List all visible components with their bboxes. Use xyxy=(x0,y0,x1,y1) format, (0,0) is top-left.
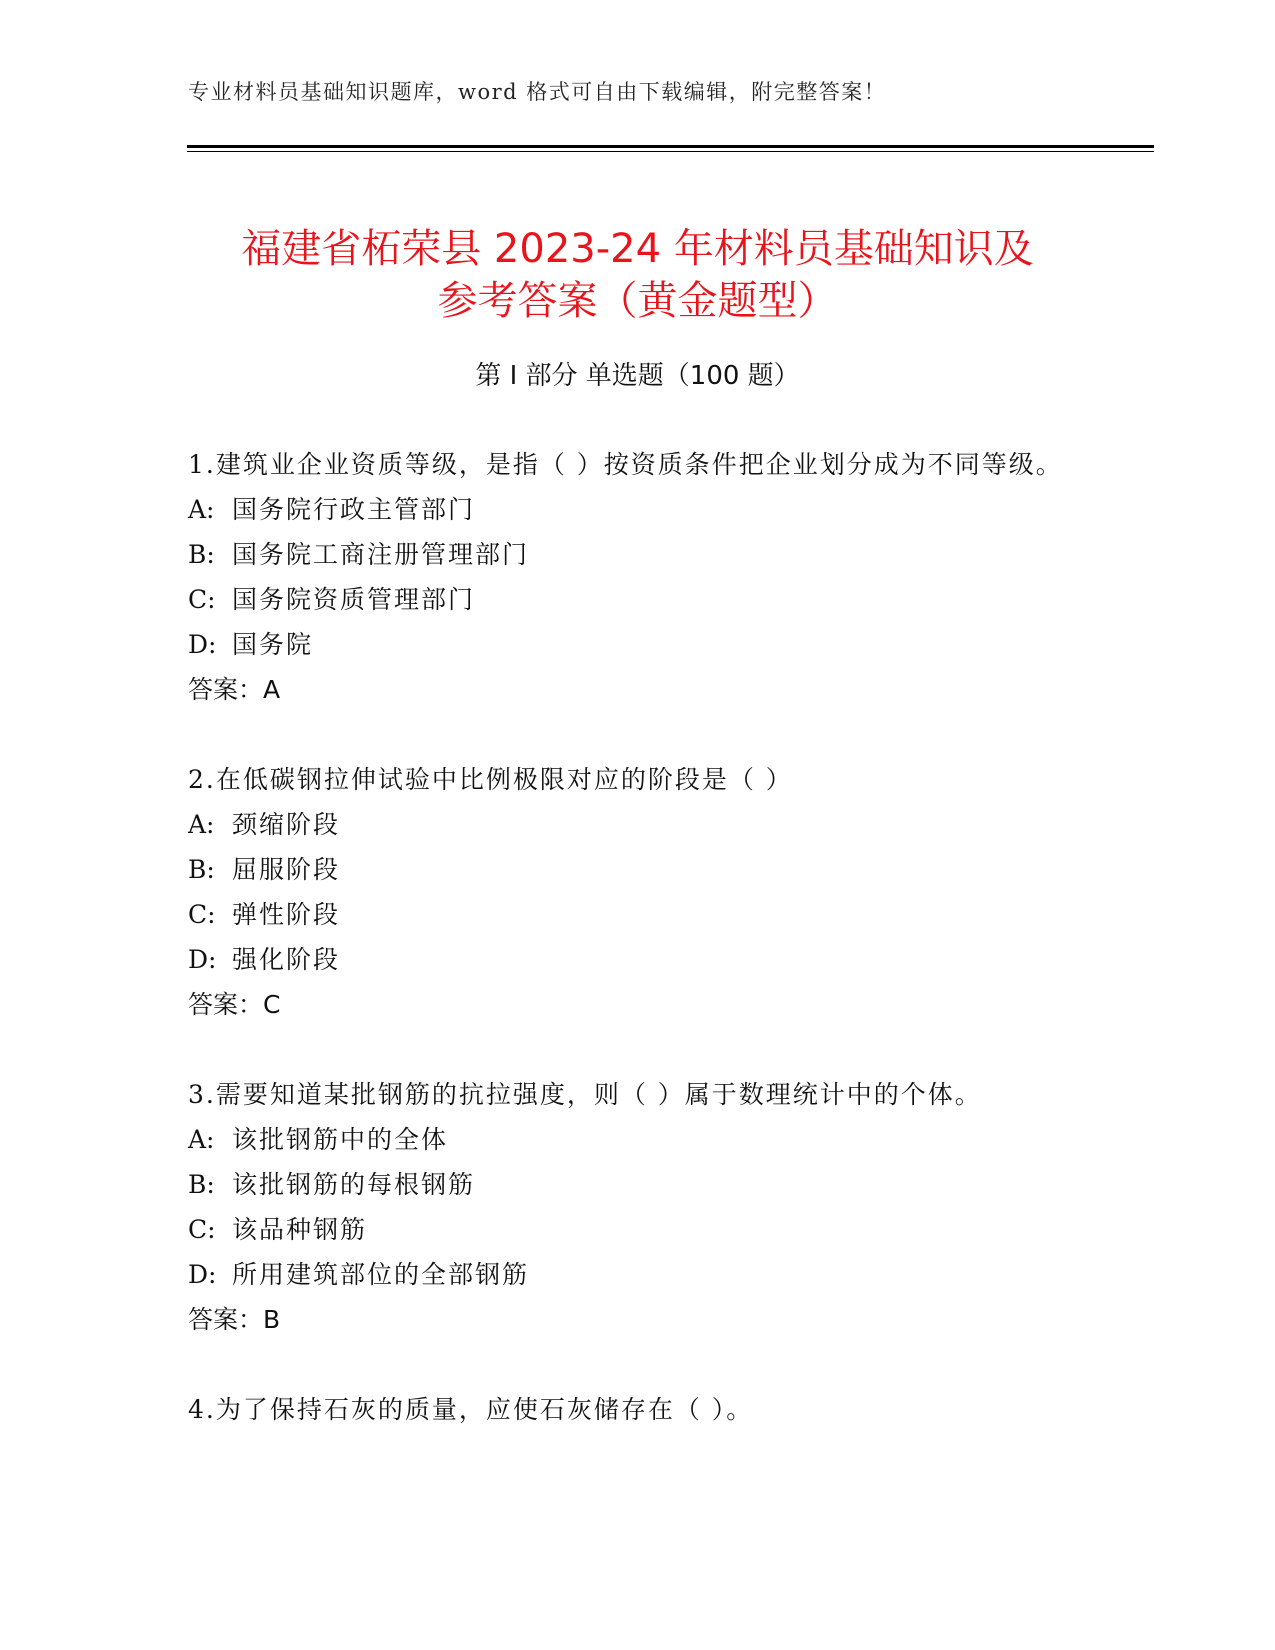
option-d xyxy=(188,622,1088,667)
option-key: A: xyxy=(188,495,215,524)
option-text: 国务院 xyxy=(232,630,314,659)
option-text: 国务院行政主管部门 xyxy=(232,495,476,524)
option-text: 弹性阶段 xyxy=(232,900,341,929)
option-text: 国务院资质管理部门 xyxy=(232,585,476,614)
option-text: 该批钢筋的每根钢筋 xyxy=(232,1170,476,1199)
document-title xyxy=(150,223,1125,327)
question-stem: 2.在低碳钢拉伸试验中比例极限对应的阶段是（ ） xyxy=(188,765,793,794)
option-a xyxy=(188,1117,1088,1162)
option-d xyxy=(188,937,1088,982)
option-b xyxy=(188,532,1088,577)
question-stem: 4.为了保持石灰的质量，应使石灰储存在（ ）。 xyxy=(188,1395,754,1424)
answer: 答案：C xyxy=(188,990,281,1019)
option-a xyxy=(188,487,1088,532)
option-b xyxy=(188,847,1088,892)
option-text: 国务院工商注册管理部门 xyxy=(232,540,530,569)
document-title-line-2: 参考答案（黄金题型） xyxy=(437,277,838,324)
option-key: B: xyxy=(188,855,215,884)
option-text: 屈服阶段 xyxy=(232,855,341,884)
option-key: C: xyxy=(188,900,216,929)
option-text: 所用建筑部位的全部钢筋 xyxy=(232,1260,530,1289)
question-stem: 1.建筑业企业资质等级，是指（ ）按资质条件把企业划分成为不同等级。 xyxy=(188,450,1063,479)
option-text: 强化阶段 xyxy=(232,945,341,974)
option-d xyxy=(188,1252,1088,1297)
option-c xyxy=(188,1207,1088,1252)
option-key: C: xyxy=(188,585,216,614)
option-key: A: xyxy=(188,810,215,839)
header-note: 专业材料员基础知识题库，word 格式可自由下载编辑，附完整答案！ xyxy=(188,80,887,104)
option-key: D: xyxy=(188,945,217,974)
section-title: 第 I 部分 单选题（100 题） xyxy=(475,361,800,391)
answer: 答案：B xyxy=(188,1305,281,1334)
option-key: D: xyxy=(188,1260,217,1289)
option-key: B: xyxy=(188,540,215,569)
option-text: 该批钢筋中的全体 xyxy=(232,1125,449,1154)
header-rule-thick xyxy=(187,145,1154,148)
option-c xyxy=(188,892,1088,937)
question-4 xyxy=(188,1387,1088,1432)
header-rule-thin xyxy=(187,151,1154,152)
option-key: C: xyxy=(188,1215,216,1244)
question-stem: 3.需要知道某批钢筋的抗拉强度，则（ ）属于数理统计中的个体。 xyxy=(188,1080,982,1109)
document-title-line-1: 福建省柘荣县 2023-24 年材料员基础知识及 xyxy=(241,225,1034,272)
option-c xyxy=(188,577,1088,622)
question-2 xyxy=(188,757,1088,1027)
option-key: A: xyxy=(188,1125,215,1154)
option-a xyxy=(188,802,1088,847)
option-text: 该品种钢筋 xyxy=(232,1215,368,1244)
option-key: D: xyxy=(188,630,217,659)
option-b xyxy=(188,1162,1088,1207)
question-3 xyxy=(188,1072,1088,1342)
option-key: B: xyxy=(188,1170,215,1199)
option-text: 颈缩阶段 xyxy=(232,810,341,839)
question-1 xyxy=(188,442,1088,712)
question-list xyxy=(188,442,1088,1477)
answer: 答案：A xyxy=(188,675,281,704)
